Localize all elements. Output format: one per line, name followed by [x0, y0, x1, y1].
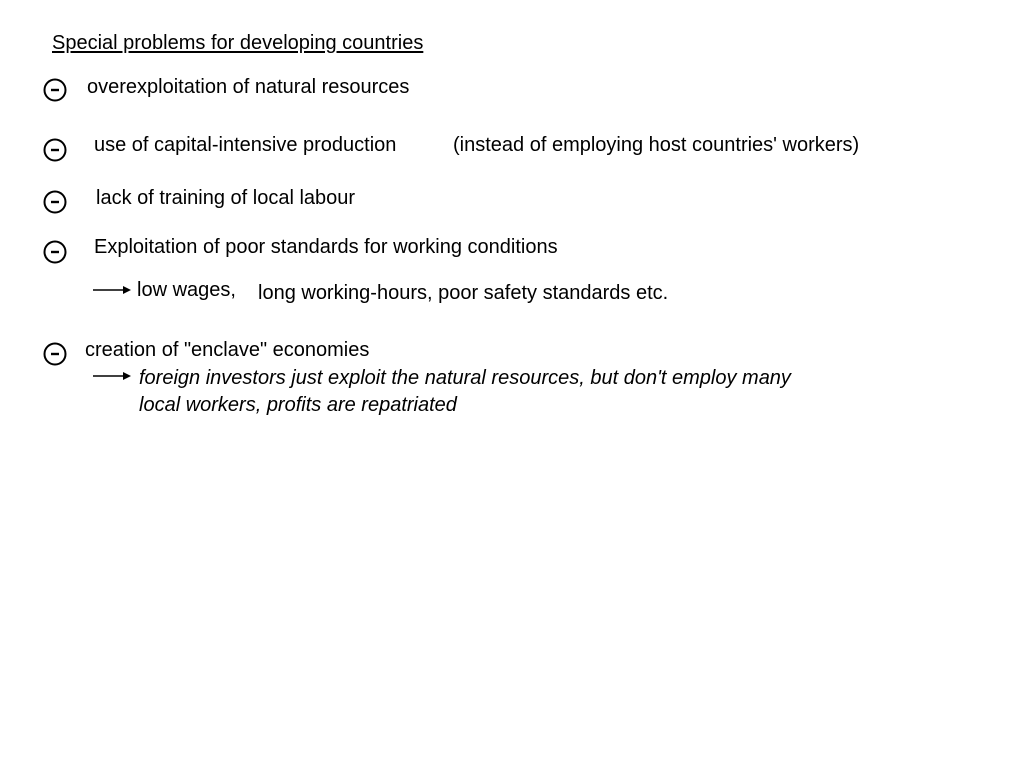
sub-text-low-wages: low wages,	[137, 279, 236, 301]
item-text: creation of "enclave" economies	[85, 339, 370, 361]
sub-text-working-hours: long working-hours, poor safety standards etc.	[258, 282, 669, 304]
sub-text-line1: foreign investors just exploit the natural resources, but don't employ many	[139, 367, 791, 389]
minus-circle-icon	[43, 138, 67, 162]
minus-circle-icon	[43, 78, 67, 102]
minus-circle-icon	[43, 240, 67, 264]
arrow-right-icon	[93, 371, 131, 381]
item-text: overexploitation of natural resources	[87, 76, 410, 98]
minus-circle-icon	[43, 190, 67, 214]
item-text: use of capital-intensive production	[94, 134, 397, 156]
item-note: (instead of employing host countries' workers)	[453, 134, 860, 156]
item-text: Exploitation of poor standards for working conditions	[94, 236, 558, 258]
arrow-right-icon	[93, 285, 131, 295]
slide-title: Special problems for developing countries	[52, 32, 424, 54]
item-text: lack of training of local labour	[96, 187, 356, 209]
sub-text-line2: local workers, profits are repatriated	[139, 394, 457, 416]
minus-circle-icon	[43, 342, 67, 366]
